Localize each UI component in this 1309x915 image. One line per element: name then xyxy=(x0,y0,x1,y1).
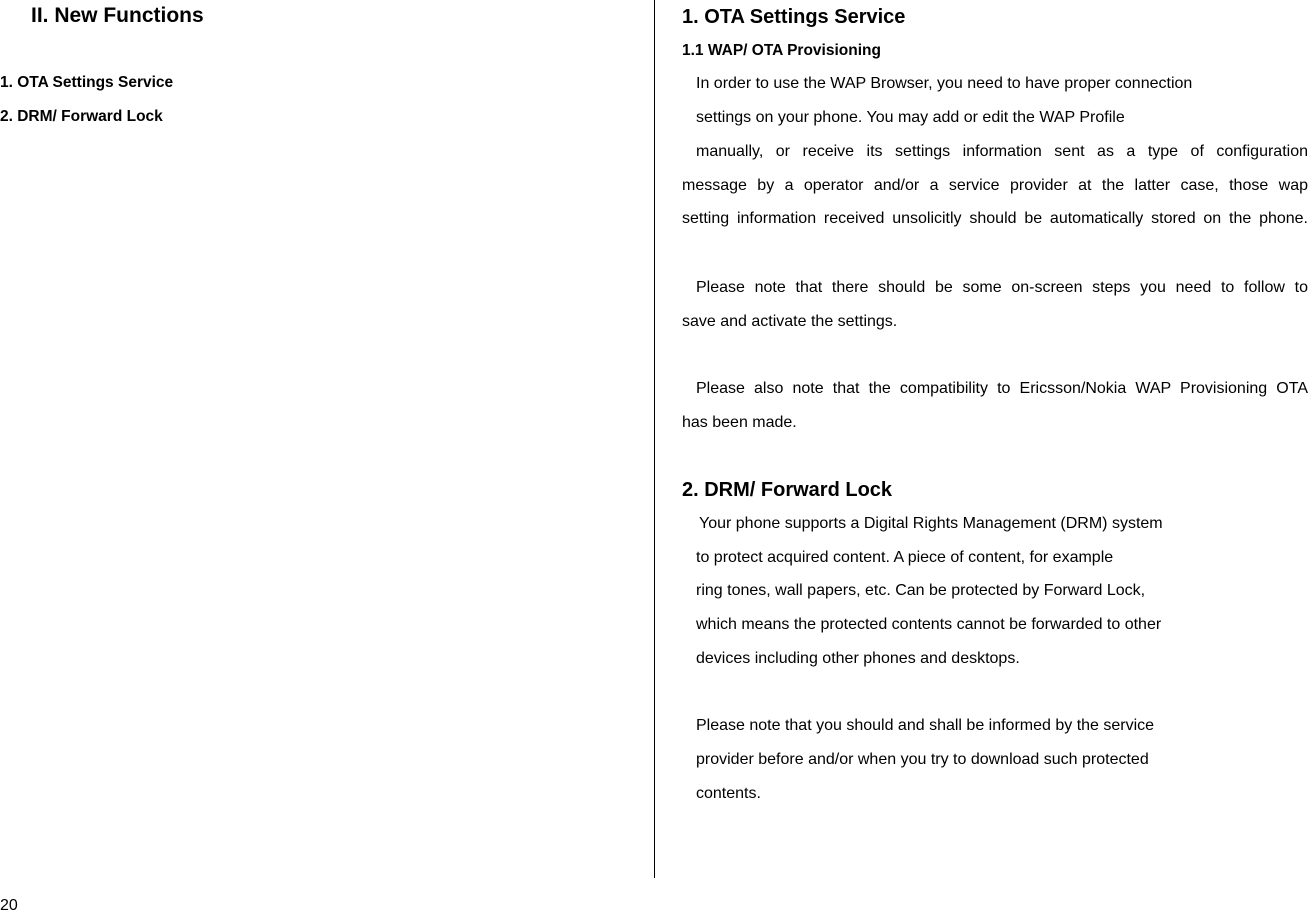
section2-para1-line: Your phone supports a Digital Rights Management (DRM) system xyxy=(699,515,1163,532)
chapter-title: II. New Functions xyxy=(31,4,204,27)
column-divider xyxy=(654,0,655,878)
section1-para2-line xyxy=(682,278,1308,298)
section1-para2-line-text: Please note that there should be some on-screen steps you need to follow to xyxy=(696,279,1308,296)
section1-para1-line-text: setting information received unsolicitly should be automatically stored on the phone. xyxy=(682,210,1308,227)
section2-para1-line: which means the protected contents cannot be forwarded to other xyxy=(696,616,1162,633)
section1-para3-line-text: Please also note that the compatibility to Ericsson/Nokia WAP Provisioning OTA xyxy=(696,380,1308,397)
section1-para1-line-text: manually, or receive its settings information sent as a type of configuration xyxy=(696,143,1308,160)
section1-para1-line xyxy=(682,142,1308,162)
toc-item-ota: 1. OTA Settings Service xyxy=(0,74,174,91)
section2-para2-line: contents. xyxy=(696,785,761,802)
section1-para2-line: save and activate the settings. xyxy=(682,313,898,330)
section2-para1-line: ring tones, wall papers, etc. Can be protected by Forward Lock, xyxy=(696,582,1146,599)
page-number: 20 xyxy=(0,897,18,914)
section1-subheading: 1.1 WAP/ OTA Provisioning xyxy=(682,42,881,59)
section1-heading: 1. OTA Settings Service xyxy=(682,6,906,28)
section1-para1-line: settings on your phone. You may add or edit the WAP Profile xyxy=(696,109,1125,126)
section2-para2-line: provider before and/or when you try to download such protected xyxy=(696,751,1149,768)
section1-para1-line-text: message by a operator and/or a service provider at the latter case, those wap xyxy=(682,177,1308,194)
section2-para2-line: Please note that you should and shall be informed by the service xyxy=(696,717,1155,734)
section2-para1-line: devices including other phones and desktops. xyxy=(696,650,1020,667)
section1-para1-line xyxy=(682,209,1308,229)
toc-item-drm: 2. DRM/ Forward Lock xyxy=(0,108,163,125)
section1-para3-line: has been made. xyxy=(682,414,797,431)
section1-para3-line xyxy=(682,379,1308,399)
section2-para1-line: to protect acquired content. A piece of content, for example xyxy=(696,549,1114,566)
section1-para1-line: In order to use the WAP Browser, you need to have proper connection xyxy=(696,75,1193,92)
section1-para1-line xyxy=(682,176,1308,196)
section2-heading: 2. DRM/ Forward Lock xyxy=(682,479,893,501)
